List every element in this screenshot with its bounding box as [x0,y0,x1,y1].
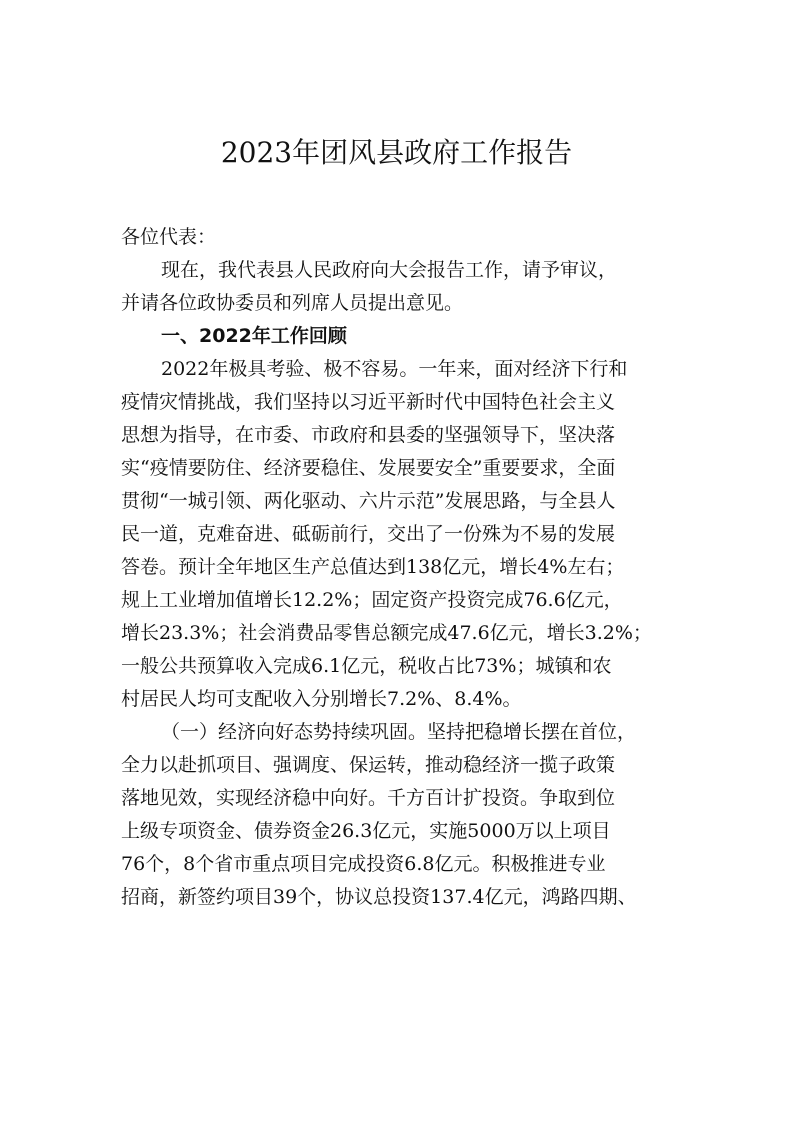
paragraph-line: 76个，8个省市重点项目完成投资6.8亿元。积极推进专业 [121,853,606,875]
document-body [121,221,676,914]
paragraph-line: 现在，我代表县人民政府向大会报告工作，请予审议， [161,259,618,281]
paragraph-line: 思想为指导，在市委、市政府和县委的坚强领导下，坚决落 [121,424,616,446]
paragraph-line: 规上工业增加值增长12.2%；固定资产投资完成76.6亿元， [121,589,623,611]
section-heading: 一、2022年工作回顾 [161,325,347,347]
paragraph-line: 上级专项资金、债券资金26.3亿元，实施5000万以上项目 [121,820,611,842]
paragraph-line: 增长23.3%；社会消费品零售总额完成47.6亿元，增长3.2%； [121,622,652,644]
paragraph-line: 村居民人均可支配收入分别增长7.2%、8.4%。 [121,688,522,710]
paragraph-line: 2022年极具考验、极不容易。一年来，面对经济下行和 [161,358,628,380]
paragraph-line: 各位代表： [121,226,217,248]
paragraph-line: 民一道，克难奋进、砥砺前行，交出了一份殊为不易的发展 [121,523,616,545]
paragraph-line: 疫情灾情挑战，我们坚持以习近平新时代中国特色社会主义 [121,391,616,413]
document-title: 2023年团风县政府工作报告 [220,136,573,169]
paragraph-line: 落地见效，实现经济稳中向好。千方百计扩投资。争取到位 [121,787,616,809]
paragraph-line: 贯彻“一城引领、两化驱动、六片示范”发展思路，与全县人 [121,490,616,512]
paragraph-line: 并请各位政协委员和列席人员提出意见。 [121,292,464,314]
paragraph-line: 实“疫情要防住、经济要稳住、发展要安全”重要要求，全面 [121,457,616,479]
paragraph-line: 招商，新签约项目39个，协议总投资137.4亿元，鸿路四期、 [121,886,637,908]
paragraph-line: 全力以赴抓项目、强调度、保运转，推动稳经济一揽子政策 [121,754,616,776]
paragraph-line: （一）经济向好态势持续巩固。坚持把稳增长摆在首位， [161,721,637,743]
paragraph-line: 答卷。预计全年地区生产总值达到138亿元，增长4%左右； [121,556,625,578]
paragraph-line: 一般公共预算收入完成6.1亿元，税收占比73%；城镇和农 [121,655,612,677]
